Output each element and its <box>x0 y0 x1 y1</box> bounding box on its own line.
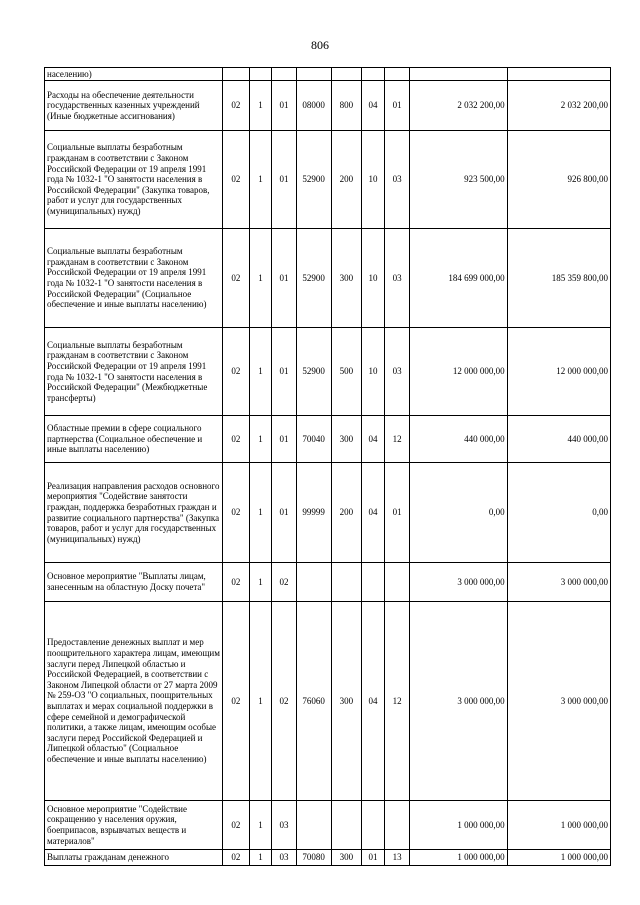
amount-year-1: 3 000 000,00 <box>410 602 507 801</box>
code-main-event: 02 <box>272 602 297 801</box>
code-section <box>362 563 385 602</box>
table-row <box>45 602 611 801</box>
table-row <box>45 563 611 602</box>
amount-year-1: 12 000 000,00 <box>410 328 507 416</box>
code-subprogram: 1 <box>249 850 272 866</box>
row-description: Социальные выплаты безработным гражданам в соответствии с Законом Российской Федерации от 19 апреля 1991 года № 1032-1 "О занятости населения в Российской Федерации" (Закупка товаров, работ и услуг для государственных (муниципальных) нужд) <box>45 131 223 229</box>
amount-year-2: 440 000,00 <box>507 416 610 463</box>
code-main-event: 01 <box>272 229 297 328</box>
table-row <box>45 416 611 463</box>
row-description: Реализация направления расходов основного мероприятия "Содействие занятости граждан, поддержка безработных граждан и развитие социального партнерства" (Закупка товаров, работ и услуг для государственных (муниципальных) нужд) <box>45 463 223 563</box>
code-subsection: 03 <box>384 131 410 229</box>
code-section: 10 <box>362 131 385 229</box>
code-expense-type: 300 <box>331 602 362 801</box>
code-program: 02 <box>223 81 250 131</box>
amount-year-1: 440 000,00 <box>410 416 507 463</box>
code-direction: 70040 <box>296 416 331 463</box>
amount-year-2: 1 000 000,00 <box>507 801 610 850</box>
amount-year-2: 3 000 000,00 <box>507 563 610 602</box>
row-description: населению) <box>45 68 223 81</box>
code-section: 04 <box>362 463 385 563</box>
row-description: Областные премии в сфере социального партнерства (Социальное обеспечение и иные выплаты населению) <box>45 416 223 463</box>
code-direction <box>296 68 331 81</box>
budget-table <box>44 67 611 866</box>
code-program: 02 <box>223 602 250 801</box>
table-row <box>45 463 611 563</box>
code-subsection <box>384 801 410 850</box>
amount-year-2 <box>507 68 610 81</box>
code-section <box>362 801 385 850</box>
code-direction: 08000 <box>296 81 331 131</box>
code-subsection: 03 <box>384 328 410 416</box>
code-direction: 99999 <box>296 463 331 563</box>
amount-year-2: 3 000 000,00 <box>507 602 610 801</box>
code-expense-type: 200 <box>331 463 362 563</box>
amount-year-1: 184 699 000,00 <box>410 229 507 328</box>
code-direction: 52900 <box>296 328 331 416</box>
code-main-event: 01 <box>272 81 297 131</box>
code-section: 04 <box>362 416 385 463</box>
code-subsection: 12 <box>384 416 410 463</box>
code-section <box>362 68 385 81</box>
table-row <box>45 81 611 131</box>
code-subprogram: 1 <box>249 602 272 801</box>
code-direction <box>296 801 331 850</box>
code-expense-type <box>331 801 362 850</box>
code-section: 04 <box>362 81 385 131</box>
code-main-event: 01 <box>272 416 297 463</box>
code-direction <box>296 563 331 602</box>
code-expense-type: 300 <box>331 850 362 866</box>
amount-year-2: 0,00 <box>507 463 610 563</box>
code-direction: 52900 <box>296 131 331 229</box>
amount-year-1: 1 000 000,00 <box>410 801 507 850</box>
code-subprogram: 1 <box>249 463 272 563</box>
amount-year-2: 926 800,00 <box>507 131 610 229</box>
code-expense-type: 200 <box>331 131 362 229</box>
amount-year-2: 1 000 000,00 <box>507 850 610 866</box>
code-subsection: 01 <box>384 463 410 563</box>
table-row <box>45 131 611 229</box>
code-program: 02 <box>223 463 250 563</box>
row-description: Социальные выплаты безработным гражданам в соответствии с Законом Российской Федерации от 19 апреля 1991 года № 1032-1 "О занятости населения в Российской Федерации" (Межбюджетные трансферты) <box>45 328 223 416</box>
code-subprogram: 1 <box>249 416 272 463</box>
amount-year-1: 923 500,00 <box>410 131 507 229</box>
code-main-event: 01 <box>272 131 297 229</box>
code-section: 04 <box>362 602 385 801</box>
row-description: Предоставление денежных выплат и мер поощрительного характера лицам, имеющим заслуги перед Липецкой областью и Российской Федерацией, в соответствии с Законом Липецкой области от 27 марта 2009 № 259-ОЗ "О социальных, поощрительных выплатах и мерах социальной поддержки в сфере семейной и демографической политики, а также лицам, имеющим особые заслуги перед Российской Федерацией и Липецкой областью" (Социальное обеспечение и иные выплаты населению) <box>45 602 223 801</box>
code-expense-type: 300 <box>331 229 362 328</box>
code-subprogram <box>249 68 272 81</box>
code-section: 01 <box>362 850 385 866</box>
table-row <box>45 229 611 328</box>
code-main-event <box>272 68 297 81</box>
page-number: 806 <box>311 38 329 52</box>
code-expense-type: 500 <box>331 328 362 416</box>
code-direction: 76060 <box>296 602 331 801</box>
code-subsection: 12 <box>384 602 410 801</box>
code-main-event: 02 <box>272 563 297 602</box>
amount-year-1: 2 032 200,00 <box>410 81 507 131</box>
amount-year-2: 12 000 000,00 <box>507 328 610 416</box>
code-expense-type: 800 <box>331 81 362 131</box>
code-subsection: 13 <box>384 850 410 866</box>
code-subsection: 01 <box>384 81 410 131</box>
code-subprogram: 1 <box>249 229 272 328</box>
code-subprogram: 1 <box>249 563 272 602</box>
code-program: 02 <box>223 563 250 602</box>
code-section: 10 <box>362 328 385 416</box>
code-main-event: 01 <box>272 463 297 563</box>
code-direction: 70080 <box>296 850 331 866</box>
amount-year-2: 2 032 200,00 <box>507 81 610 131</box>
code-subsection: 03 <box>384 229 410 328</box>
code-expense-type <box>331 68 362 81</box>
code-subprogram: 1 <box>249 801 272 850</box>
amount-year-1 <box>410 68 507 81</box>
amount-year-1: 3 000 000,00 <box>410 563 507 602</box>
code-program: 02 <box>223 801 250 850</box>
row-description: Расходы на обеспечение деятельности государственных казенных учреждений (Иные бюджетные ассигнования) <box>45 81 223 131</box>
row-description: Выплаты гражданам денежного <box>45 850 223 866</box>
table-row <box>45 850 611 866</box>
code-subsection <box>384 68 410 81</box>
code-program <box>223 68 250 81</box>
table-row <box>45 801 611 850</box>
code-program: 02 <box>223 328 250 416</box>
code-expense-type: 300 <box>331 416 362 463</box>
code-subprogram: 1 <box>249 81 272 131</box>
table-row <box>45 68 611 81</box>
code-subprogram: 1 <box>249 131 272 229</box>
code-direction: 52900 <box>296 229 331 328</box>
code-main-event: 03 <box>272 850 297 866</box>
table-body <box>45 68 611 866</box>
row-description: Социальные выплаты безработным гражданам в соответствии с Законом Российской Федерации от 19 апреля 1991 года № 1032-1 "О занятости населения в Российской Федерации" (Социальное обеспечение и иные выплаты населению) <box>45 229 223 328</box>
row-description: Основное мероприятие "Выплаты лицам, занесенным на областную Доску почета" <box>45 563 223 602</box>
amount-year-2: 185 359 800,00 <box>507 229 610 328</box>
code-main-event: 01 <box>272 328 297 416</box>
code-program: 02 <box>223 850 250 866</box>
code-section: 10 <box>362 229 385 328</box>
code-expense-type <box>331 563 362 602</box>
code-program: 02 <box>223 416 250 463</box>
code-subprogram: 1 <box>249 328 272 416</box>
code-program: 02 <box>223 229 250 328</box>
table-row <box>45 328 611 416</box>
amount-year-1: 0,00 <box>410 463 507 563</box>
code-program: 02 <box>223 131 250 229</box>
amount-year-1: 1 000 000,00 <box>410 850 507 866</box>
code-main-event: 03 <box>272 801 297 850</box>
code-subsection <box>384 563 410 602</box>
row-description: Основное мероприятие "Содействие сокращению у населения оружия, боеприпасов, взрывчатых веществ и материалов" <box>45 801 223 850</box>
